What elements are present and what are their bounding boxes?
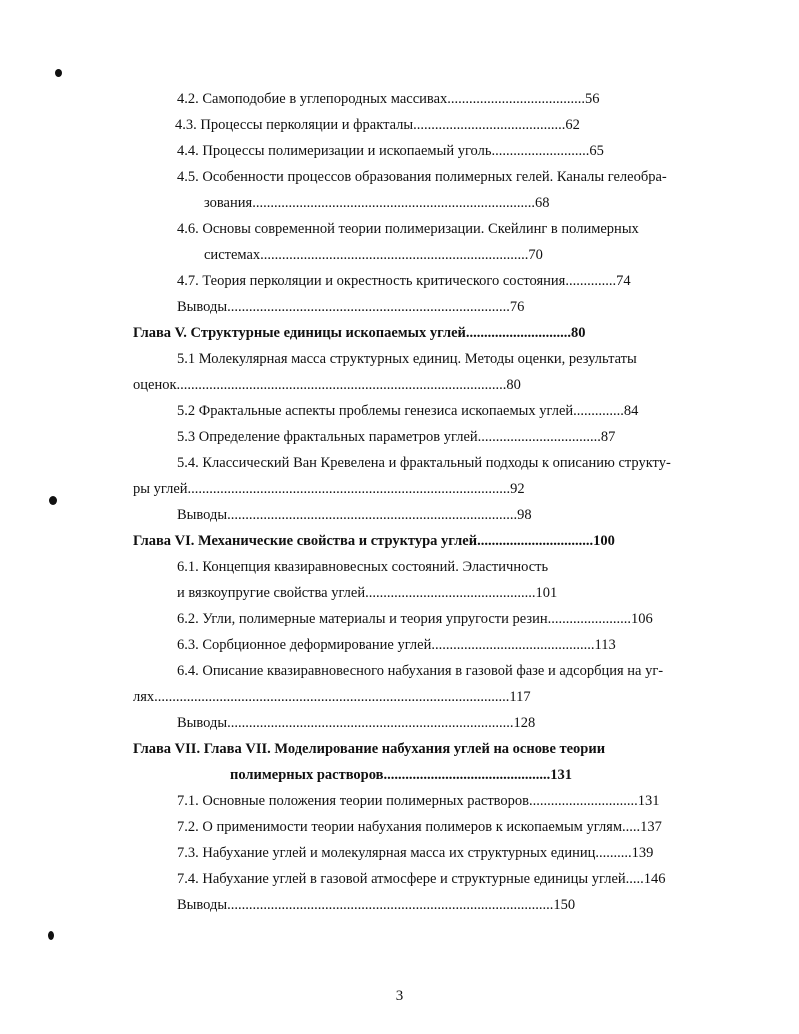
toc-entry-title: зования <box>204 195 253 211</box>
toc-entry-number: 6.2. <box>177 611 199 627</box>
toc-page-number: 106 <box>631 611 653 627</box>
toc-leader-dots: ............................................................................... <box>227 715 514 731</box>
scan-speck-mark <box>48 931 54 940</box>
toc-entry-4-2 <box>177 90 683 108</box>
toc-chapter-6 <box>133 532 690 550</box>
toc-entry-title: Процессы перколяции и фракталы <box>200 117 414 133</box>
toc-entry-5-2 <box>177 402 683 420</box>
toc-page-number: 70 <box>528 247 543 263</box>
toc-entry-title: Описание квазиравновесного набухания в газовой фазе и адсорбция на уг- <box>202 663 664 679</box>
toc-page-number: 131 <box>550 767 572 783</box>
toc-leader-dots: .............................. <box>529 793 638 809</box>
toc-entry-title: системах <box>204 247 261 263</box>
toc-entry-6-2 <box>177 610 690 628</box>
toc-leader-dots: ....................... <box>547 611 632 627</box>
toc-entry-title: О применимости теории набухания полимеров к ископаемым углям <box>202 819 623 835</box>
toc-entry-7-2 <box>177 818 697 836</box>
toc-leader-dots: ...................................... <box>447 91 586 107</box>
toc-chapter-title: Глава VII. Моделирование набухания углей на основе теории <box>203 741 606 757</box>
toc-page-number: 68 <box>534 195 550 211</box>
toc-entry-number: 6.4. <box>177 663 199 679</box>
toc-entry-4-5 <box>177 168 707 186</box>
toc-entry-title: лях <box>133 689 155 705</box>
toc-page-number: 80 <box>571 325 586 341</box>
toc-entry-title: Теория перколяции и окрестность критического состояния <box>202 273 566 289</box>
toc-entry-number: 4.3. <box>175 117 197 133</box>
toc-entry-conclusions <box>177 298 683 316</box>
toc-leader-dots: ............................................... <box>365 585 536 601</box>
toc-page-number: 76 <box>509 299 525 315</box>
toc-entry-title: и вязкоупругие свойства углей <box>177 585 366 601</box>
toc-chapter-number: Глава VII. <box>133 741 201 757</box>
toc-leader-dots: .......................................... <box>413 117 566 133</box>
toc-entry-4-5-cont <box>204 194 684 212</box>
toc-entry-4-6 <box>177 220 707 238</box>
page-number: 3 <box>395 988 404 1004</box>
toc-leader-dots: ..... <box>625 871 644 887</box>
toc-leader-dots: .............................................................................. <box>227 299 510 315</box>
toc-page-number: 65 <box>589 143 604 159</box>
toc-entry-title: Выводы <box>177 715 228 731</box>
toc-leader-dots: ........................................................................................... <box>176 377 507 393</box>
toc-entry-5-3 <box>177 428 683 446</box>
toc-entry-title: Основные положения теории полимерных растворов <box>202 793 529 809</box>
toc-leader-dots: ........................... <box>491 143 590 159</box>
toc-entry-number: 5.1 <box>177 351 196 367</box>
toc-entry-conclusions <box>177 506 690 524</box>
toc-leader-dots: .................................. <box>477 429 601 445</box>
toc-leader-dots: ............................. <box>465 325 571 341</box>
toc-page-number: 56 <box>585 91 600 107</box>
toc-entry-4-6-cont <box>204 246 683 264</box>
toc-entry-title: оценок <box>133 377 177 393</box>
toc-entry-number: 4.2. <box>177 91 199 107</box>
toc-entry-7-1 <box>177 792 697 810</box>
toc-entry-number: 5.4. <box>177 455 199 471</box>
toc-entry-title: Процессы полимеризации и ископаемый уголь <box>202 143 492 159</box>
toc-entry-4-4 <box>177 142 683 160</box>
toc-entry-number: 7.3. <box>177 845 199 861</box>
toc-entry-7-4 <box>177 870 697 888</box>
toc-chapter-title: Механические свойства и структура углей <box>198 533 478 549</box>
toc-entry-5-1-cont <box>133 376 683 394</box>
toc-entry-number: 4.4. <box>177 143 199 159</box>
toc-page-number: 80 <box>506 377 521 393</box>
toc-chapter-number: Глава VI. <box>133 533 195 549</box>
toc-leader-dots: .......................................................................................... <box>227 897 554 913</box>
toc-page-number: 74 <box>616 273 631 289</box>
toc-page-number: 98 <box>517 507 532 523</box>
toc-chapter-title: Структурные единицы ископаемых углей <box>190 325 466 341</box>
toc-entry-title: Набухание углей в газовой атмосфере и структурные единицы углей <box>202 871 626 887</box>
toc-entry-title: Определение фрактальных параметров углей <box>198 429 478 445</box>
toc-chapter-7-cont <box>230 766 695 784</box>
toc-leader-dots: .......... <box>595 845 632 861</box>
toc-entry-conclusions <box>177 896 697 914</box>
toc-entry-title: Фрактальные аспекты проблемы генезиса ископаемых углей <box>198 403 574 419</box>
toc-entry-title: Классический Ван Кревелена и фрактальный подходы к описанию структу- <box>202 455 671 471</box>
toc-entry-6-1 <box>177 558 687 576</box>
toc-entry-6-3 <box>177 636 690 654</box>
toc-entry-title: Выводы <box>177 897 228 913</box>
toc-entry-5-1 <box>177 350 687 368</box>
toc-entry-7-3 <box>177 844 697 862</box>
toc-leader-dots: .............................................. <box>383 767 551 783</box>
toc-page-number: 92 <box>510 481 525 497</box>
toc-entry-number: 7.4. <box>177 871 199 887</box>
toc-entry-title: Особенности процессов образования полимерных гелей. Каналы гелеобра- <box>202 169 667 185</box>
scan-speck-mark <box>49 496 57 505</box>
toc-page-number: 87 <box>600 429 616 445</box>
toc-leader-dots: ................................................................................ <box>227 507 518 523</box>
toc-page-number: 101 <box>535 585 558 601</box>
toc-entry-number: 6.1. <box>177 559 199 575</box>
toc-entry-title: Самоподобие в углепородных массивах <box>202 91 448 107</box>
toc-entry-6-1-cont <box>177 584 690 602</box>
toc-entry-5-4 <box>177 454 707 472</box>
toc-leader-dots: ............................................. <box>431 637 595 653</box>
toc-entry-title: Концепция квазиравновесных состояний. Эластичность <box>202 559 549 575</box>
toc-leader-dots: .............. <box>573 403 624 419</box>
toc-entry-number: 4.7. <box>177 273 199 289</box>
toc-entry-number: 7.2. <box>177 819 199 835</box>
toc-page-number: 128 <box>513 715 536 731</box>
toc-entry-number: 4.6. <box>177 221 199 237</box>
toc-entry-6-4 <box>177 662 712 680</box>
toc-leader-dots: ................................ <box>477 533 594 549</box>
toc-page-number: 117 <box>509 689 531 705</box>
toc-leader-dots: .......................................................................... <box>260 247 529 263</box>
toc-page-number: 150 <box>553 897 576 913</box>
toc-leader-dots: ......................................................................................... <box>187 481 511 497</box>
toc-page-number: 146 <box>643 871 666 887</box>
toc-entry-title: Сорбционное деформирование углей <box>202 637 432 653</box>
toc-entry-conclusions <box>177 714 690 732</box>
toc-entry-title: Основы современной теории полимеризации. Скейлинг в полимерных <box>202 221 639 237</box>
toc-page-number: 131 <box>637 793 660 809</box>
toc-entry-number: 5.3 <box>177 429 196 445</box>
toc-page-number: 62 <box>565 117 580 133</box>
toc-entry-number: 6.3. <box>177 637 199 653</box>
toc-chapter-7 <box>133 740 693 758</box>
toc-entry-title: Угли, полимерные материалы и теория упругости резин <box>202 611 548 627</box>
toc-page-number: 139 <box>631 845 654 861</box>
toc-entry-title: Выводы <box>177 299 228 315</box>
toc-entry-number: 5.2 <box>177 403 196 419</box>
toc-chapter-5 <box>133 324 683 342</box>
toc-entry-4-7 <box>177 272 683 290</box>
toc-entry-4-3 <box>175 116 683 134</box>
toc-entry-title: Набухание углей и молекулярная масса их структурных единиц <box>202 845 596 861</box>
toc-page-number: 137 <box>640 819 662 835</box>
toc-entry-number: 7.1. <box>177 793 199 809</box>
toc-leader-dots: .............................................................................. <box>252 195 535 211</box>
toc-leader-dots: .............. <box>565 273 617 289</box>
toc-chapter-number: Глава V. <box>133 325 187 341</box>
toc-leader-dots: .................................................................................................. <box>154 689 510 705</box>
toc-leader-dots: ..... <box>622 819 641 835</box>
toc-entry-6-4-cont <box>133 688 690 706</box>
scan-speck-mark <box>55 69 62 77</box>
toc-chapter-title: полимерных растворов <box>230 767 384 783</box>
toc-page-number: 100 <box>593 533 615 549</box>
toc-page-number: 113 <box>594 637 616 653</box>
toc-entry-title: Молекулярная масса структурных единиц. Методы оценки, результаты <box>198 351 637 367</box>
toc-page-number: 84 <box>623 403 639 419</box>
toc-entry-title: Выводы <box>177 507 228 523</box>
toc-entry-title: ры углей <box>133 481 188 497</box>
toc-entry-5-4-cont <box>133 480 690 498</box>
toc-entry-number: 4.5. <box>177 169 199 185</box>
